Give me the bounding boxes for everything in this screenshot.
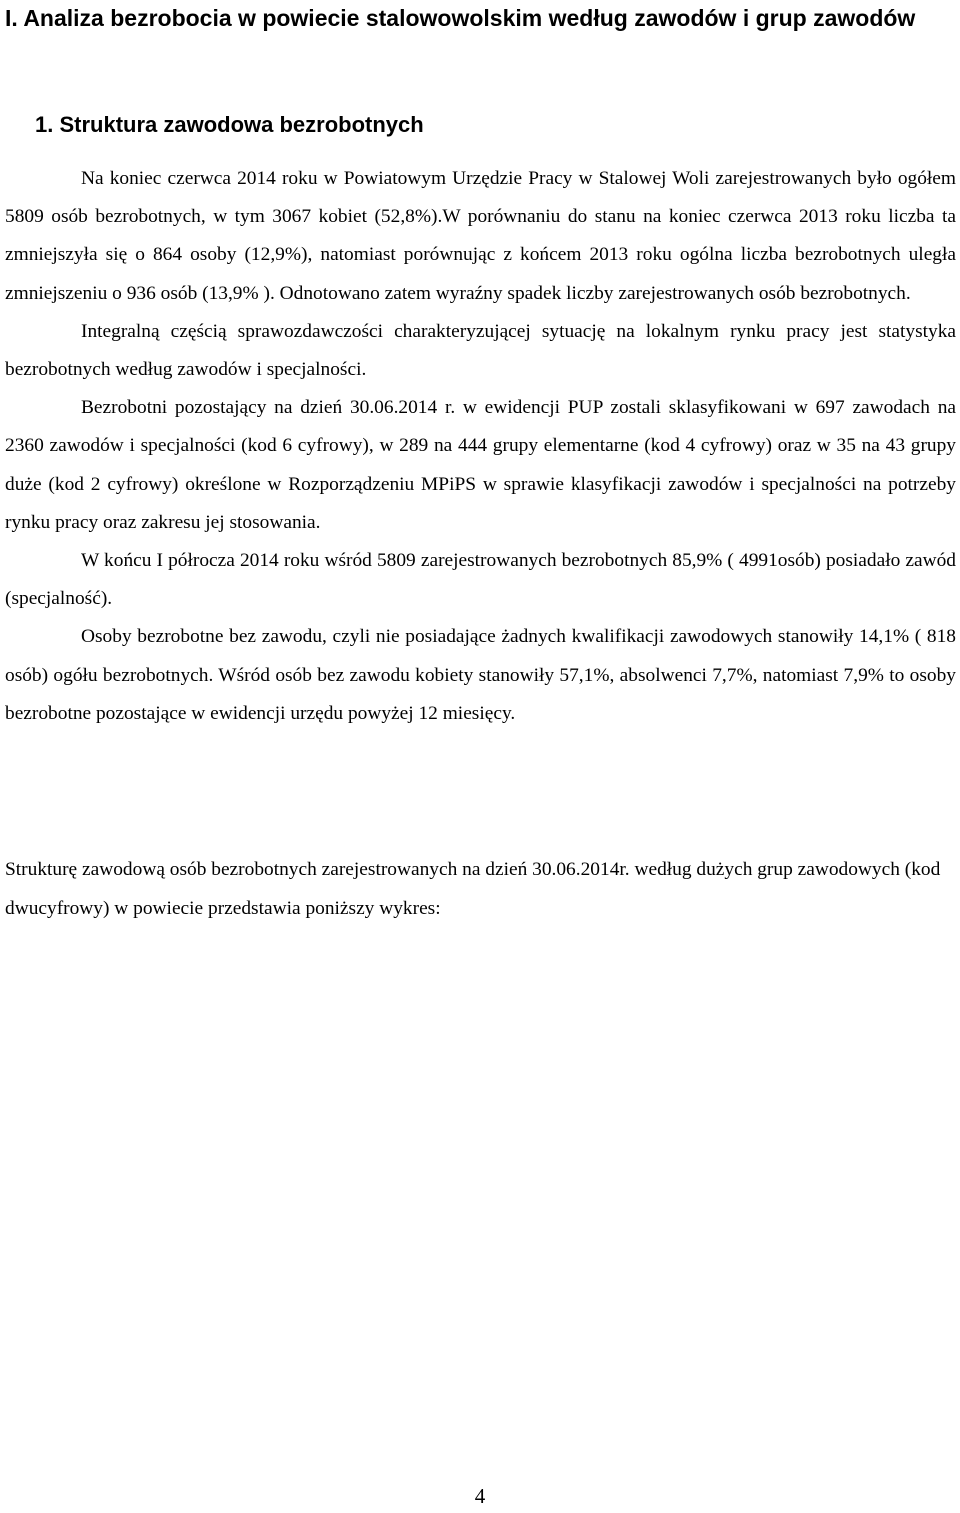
paragraph-statistics-intro: Integralną częścią sprawozdawczości charakteryzującej sytuację na lokalnym rynku pracy jest statystyka bezrobotnych według zawodów i specjalności. bbox=[5, 320, 956, 381]
paragraph-chart-intro: Strukturę zawodową osób bezrobotnych zarejestrowanych na dzień 30.06.2014r. według dużych grup zawodowych (kod dwucyfrowy) w powiecie przedstawia poniższy wykres: bbox=[5, 859, 941, 919]
closing-text bbox=[5, 851, 956, 928]
section-title: 1. Struktura zawodowa bezrobotnych bbox=[35, 112, 424, 137]
paragraph-with-profession: W końcu I półrocza 2014 roku wśród 5809 zarejestrowanych bezrobotnych 85,9% ( 4991osób) posiadało zawód (specjalność). bbox=[5, 550, 956, 610]
page-title: I. Analiza bezrobocia w powiecie stalowowolskim według zawodów i grup zawodów bbox=[5, 5, 916, 31]
page-number: 4 bbox=[474, 1484, 486, 1508]
paragraph-without-profession: Osoby bezrobotne bez zawodu, czyli nie posiadające żadnych kwalifikacji zawodowych stanowiły 14,1% ( 818 osób) ogółu bezrobotnych. Wśród osób bez zawodu kobiety stanowiły 57,1%, absolwenci 7,7%, natomiast 7,9% to osoby bezrobotne pozostające w ewidencji urzędu powyżej 12 miesięcy. bbox=[5, 626, 956, 724]
paragraph-classification: Bezrobotni pozostający na dzień 30.06.2014 r. w ewidencji PUP zostali sklasyfikowani w 697 zawodach na 2360 zawodów i specjalności (kod 6 cyfrowy), w 289 na 444 grupy elementarne (kod 4 cyfrowy) oraz w 35 na 43 grupy duże (kod 2 cyfrowy) określone w Rozporządzeniu MPiPS w sprawie klasyfikacji zawodów i specjalności na potrzeby rynku pracy oraz zakresu jej stosowania. bbox=[5, 397, 956, 533]
paragraph-unemployment-summary: Na koniec czerwca 2014 roku w Powiatowym Urzędzie Pracy w Stalowej Woli zarejestrowanych było ogółem 5809 osób bezrobotnych, w tym 3067 kobiet (52,8%).W porównaniu do stanu na koniec czerwca 2013 roku liczba ta zmniejszyła się o 864 osoby (12,9%), natomiast porównując z końcem 2013 roku ogólna liczba bezrobotnych uległa zmniejszeniu o 936 osób (13,9% ). Odnotowano zatem wyraźny spadek liczby zarejestrowanych osób bezrobotnych. bbox=[5, 168, 956, 304]
document-page bbox=[5, 0, 956, 919]
body-text bbox=[5, 160, 956, 733]
